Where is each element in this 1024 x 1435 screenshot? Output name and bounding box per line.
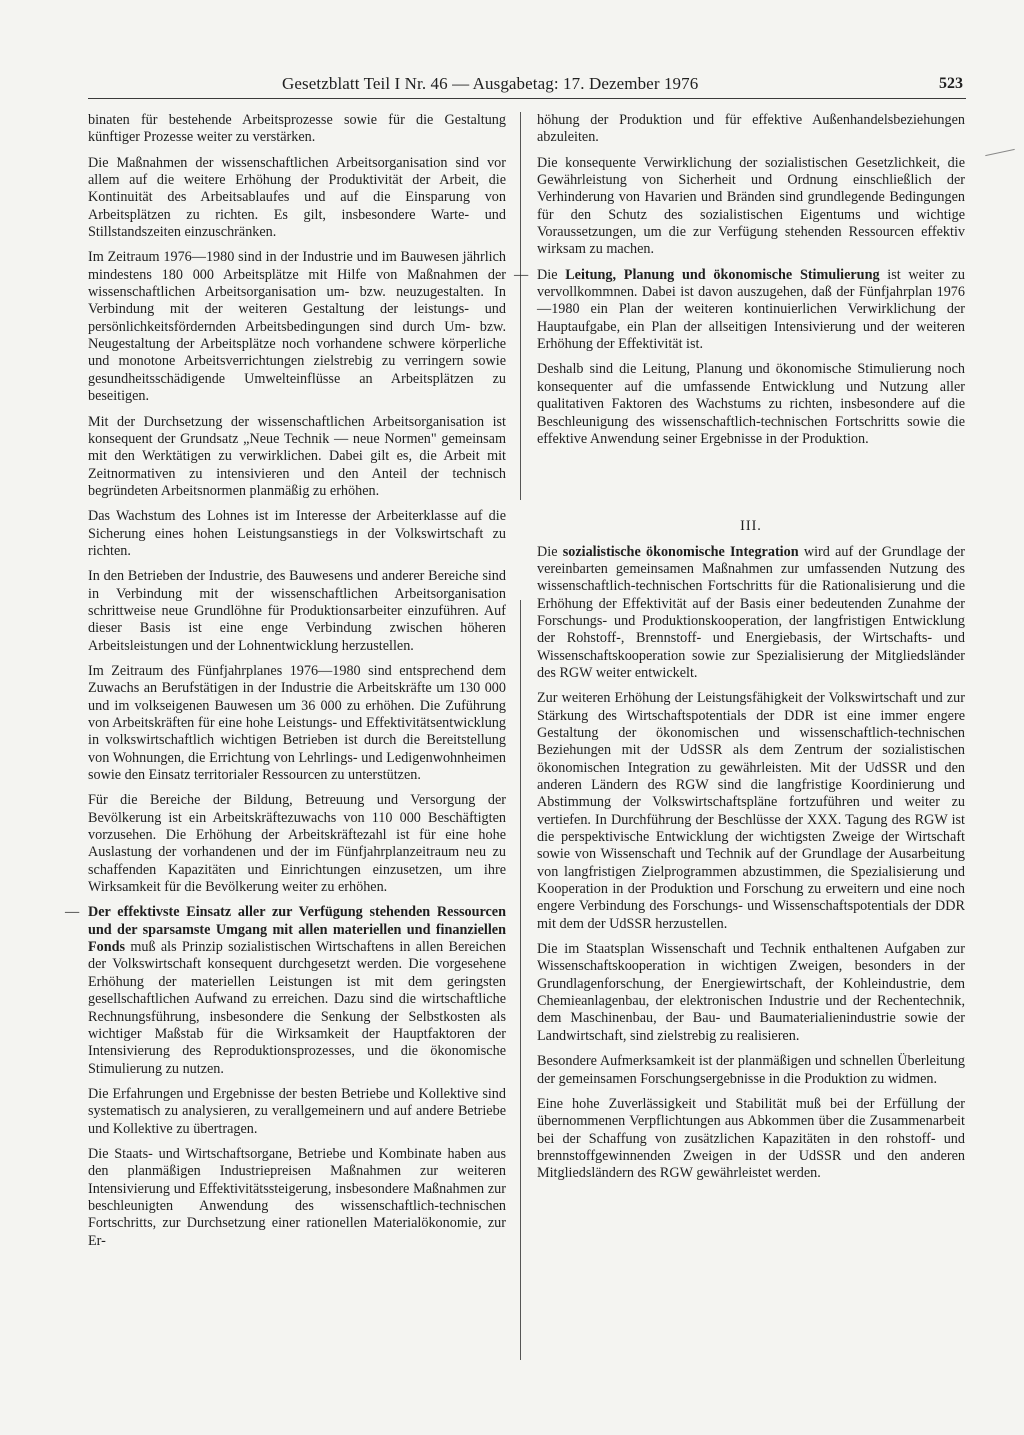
paragraph: In den Betrieben der Industrie, des Bauwesens und anderer Bereiche sind in Verbindung mit der wissenschaftlichen Arbeitsorganisation schrittweise neue Grundlöhne für Produktionsarbeiter einzuführen. Auf dieser Basis ist eine enge Verbindung zwischen höheren Arbeitsleistungen und der Lohnentwicklung herzustellen.: [88, 568, 506, 654]
emphasis-text: Leitung, Planung und ökonomische Stimulierung: [565, 266, 880, 283]
page-number: 523: [939, 75, 963, 92]
paragraph: Eine hohe Zuverlässigkeit und Stabilität muß bei der Erfüllung der übernommenen Verpflichtungen aus Abkommen über die Zusammenarbeit bei der Schaffung von zusätzlichen Kapazitäten in den rohstoff- und brennstoffgewinnenden Zweigen in der UdSSR und den anderen Mitgliedsländern des RGW gewährleistet werden.: [537, 1095, 965, 1182]
paragraph-text: ist weiter zu vervollkommnen. Dabei ist davon auszugehen, daß der Fünfjahrplan 1976—1980 ein Plan der weiteren kontinuierlichen Verwirklichung der Hauptaufgabe, ein Plan der allseitigen Intensivierung und der weiteren Erhöhung der Effektivität ist.: [537, 266, 965, 353]
bullet-dash: —: [65, 904, 80, 921]
bullet-dash: —: [514, 266, 529, 283]
paragraph: [537, 544, 965, 683]
paragraph-text: Die: [537, 543, 563, 560]
right-column: [514, 112, 965, 1191]
paragraph-text: Die: [537, 266, 566, 283]
bullet-paragraph: [65, 904, 506, 1077]
column-divider-bottom: [520, 600, 521, 1360]
paragraph-text: muß als Prinzip sozialistischen Wirtschaftens in allen Bereichen der Volkswirtschaft konsequent durchgesetzt werden. Die vorgesehene Erhöhung der materiellen Leistungen ist mit dem geringsten gesellschaftlichen Aufwand zu erreichen. Dazu sind die wirtschaftliche Rechnungsführung, insbesondere die Senkung der Selbstkosten als wichtiger Maßstab für die Wirksamkeit der Hauptfaktoren der Intensivierung des Reproduktionsprozesses, und die ökonomische Stimulierung zu nutzen.: [88, 939, 506, 1077]
bullet-paragraph: [514, 266, 965, 354]
left-column: [65, 112, 506, 1258]
paragraph: Die Staats- und Wirtschaftsorgane, Betriebe und Kombinate haben aus den planmäßigen Industriepreisen Maßnahmen zur weiteren Intensivierung und Effektivitätssteigerung, insbesondere Maßnahmen zur beschleunigten Anwendung des wissenschaftlich-technischen Fortschritts, zur Durchsetzung einer rationellen Materialökonomie, zur Er-: [88, 1145, 506, 1249]
paragraph: Die Maßnahmen der wissenschaftlichen Arbeitsorganisation sind vor allem auf die weitere Erhöhung der Produktivität der Arbeit, die Kontinuität des Arbeitsablaufes und auf die Einsparung von Arbeitsplätzen zu richten. Es gilt, insbesondere Warte- und Stillstandszeiten einzuschränken.: [88, 154, 506, 241]
paragraph: Für die Bereiche der Bildung, Betreuung und Versorgung der Bevölkerung ist ein Arbeitskräftezuwachs von 110 000 Beschäftigten vorzusehen. Die Erhöhung der Arbeitskräftezahl ist für eine hohe Auslastung der vorhandenen und der im Fünfjahrplanzeitraum neu zu schaffenden Kapazitäten und Einrichtungen einzusetzen, um ihre Wirksamkeit für die Bevölkerung weiter zu erhöhen.: [88, 792, 506, 896]
paragraph: Mit der Durchsetzung der wissenschaftlichen Arbeitsorganisation ist konsequent der Grundsatz „Neue Technik — neue Normen" gemeinsam mit den Werktätigen zu verwirklichen. Dabei gilt es, die Arbeit mit Zeitnormativen zu intensivieren und den Anteil der technisch begründeten Arbeitsnormen planmäßig zu erhöhen.: [88, 413, 506, 499]
paragraph: Zur weiteren Erhöhung der Leistungsfähigkeit der Volkswirtschaft und zur Stärkung des Wirtschaftspotentials der DDR ist eine immer engere Gestaltung der ökonomischen und wissenschaftlich-technischen Beziehungen mit der UdSSR als dem Zentrum der sozialistischen ökonomischen Integration zu gewährleisten. Mit der UdSSR und den anderen Ländern des RGW sind die langfristige Koordinierung und Abstimmung der Volkswirtschaftspläne fortzuführen und weiter zu vertiefen. In Durchführung der Beschlüsse der XXX. Tagung des RGW ist die perspektivische Entwicklung der wichtigsten Zweige der Wirtschaft sowie von Wissenschaft und Technik auf der Grundlage der Ausarbeitung von langfristigen Zielprogrammen abzustimmen, die Spezialisierung und Kooperation in der Produktion und Forschung zu erweitern und eine noch engere Verbindung des Forschungs- und Wissenschaftspotentials der DDR mit dem der UdSSR herzustellen.: [537, 690, 965, 932]
paragraph: Deshalb sind die Leitung, Planung und ökonomische Stimulierung noch konsequenter auf die umfassende Entwicklung und Nutzung aller qualitativen Faktoren des Wachstums zu richten, insbesondere auf die Beschleunigung des wissenschaftlich-technischen Fortschritts sowie die effektive Anwendung seiner Ergebnisse in der Produktion.: [537, 361, 965, 447]
paragraph: Besondere Aufmerksamkeit ist der planmäßigen und schnellen Überleitung der gemeinsamen Forschungsergebnisse in die Produktion zu widmen.: [537, 1053, 965, 1087]
column-divider-top: [520, 112, 521, 500]
paragraph-text: wird auf der Grundlage der vereinbarten gemeinsamen Maßnahmen zur umfassenden Nutzung des wissenschaftlich-technischen Fortschritts für die Rationalisierung und die Erhöhung der Effektivität auf der Basis einer bedeutenden Zunahme der Forschungs- und Produktionskooperation, der langfristigen Entwicklung der Rohstoff-, Brennstoff- und Energiebasis, der Wirtschafts- und Wissenschaftskooperation sowie zur Spezialisierung der Mitgliedsländer des RGW weiter entwickelt.: [537, 543, 965, 681]
margin-pen-mark: [985, 149, 1015, 156]
header-title: Gesetzblatt Teil I Nr. 46 — Ausgabetag: 17. Dezember 1976: [282, 74, 699, 93]
paragraph: Im Zeitraum des Fünfjahrplanes 1976—1980 sind entsprechend dem Zuwachs an Berufstätigen in der Industrie die Arbeitskräfte um 130 000 und im volkseigenen Bauwesen um 36 000 zu erhöhen. Die Zuführung von Arbeitskräften für eine hohe Leistungs- und Effektivitätsentwicklung in volkswirtschaftlich wichtigen Betrieben ist durch die Bereitstellung von Wohnungen, die Errichtung von Lehrlings- und Ledigenwohnheimen sowie den Einsatz territorialer Ressourcen zu unterstützen.: [88, 662, 506, 784]
section-spacer: [537, 456, 965, 518]
emphasis-text: sozialistische ökonomische Integration: [562, 543, 799, 560]
emphasis-text: Der effektivste Einsatz aller zur Verfügung stehenden Ressourcen und der sparsamste Umgang mit allen materiellen und finanziellen Fonds: [88, 904, 506, 956]
paragraph: binaten für bestehende Arbeitsprozesse sowie für die Gestaltung künftiger Prozesse weiter zu verstärken.: [88, 112, 506, 146]
paragraph: Die Erfahrungen und Ergebnisse der besten Betriebe und Kollektive sind systematisch zu analysieren, zu verallgemeinern und auf andere Betriebe und Kollektive zu übertragen.: [88, 1085, 506, 1137]
paragraph: Das Wachstum des Lohnes ist im Interesse der Arbeiterklasse auf die Sicherung eines hohen Leistungsanstiegs in der Volkswirtschaft zu richten.: [88, 508, 506, 559]
section-heading: III.: [740, 518, 762, 535]
paragraph: höhung der Produktion und für effektive Außenhandelsbeziehungen abzuleiten.: [537, 112, 965, 146]
header-rule: [88, 98, 966, 99]
paragraph: Die im Staatsplan Wissenschaft und Technik enthaltenen Aufgaben zur Wissenschaftskooperation in wichtigen Zweigen, besonders in der Grundlagenforschung, der Energiewirtschaft, der Kohleindustrie, dem Chemieanlagenbau, der elektronischen Industrie und der Rechentechnik, dem Maschinenbau, der Bau- und Baumaterialienindustrie sowie der Landwirtschaft, sind zielstrebig zu realisieren.: [537, 941, 965, 1044]
page-header: [0, 74, 1024, 98]
paragraph: Im Zeitraum 1976—1980 sind in der Industrie und im Bauwesen jährlich mindestens 180 000 Arbeitsplätze mit Hilfe von Maßnahmen der wissenschaftlichen Arbeitsorganisation um- bzw. neuzugestalten. In Verbindung mit der weiteren Gestaltung der leistungs- und persönlichkeitsfördernden Arbeitsbedingungen sind durch Um- bzw. Neugestaltung der Arbeitsplätze noch vorhandene schwere körperliche und monotone Arbeitsverrichtungen zielstrebig zu verringern sowie gesundheitsschädigende Umwelteinflüsse an Arbeitsplätzen zu beseitigen.: [88, 249, 506, 405]
paragraph: Die konsequente Verwirklichung der sozialistischen Gesetzlichkeit, die Gewährleistung von Sicherheit und Ordnung einschließlich der Verhinderung von Havarien und Bränden sind grundlegende Bedingungen für den Schutz des sozialistischen Eigentums und wichtige Voraussetzungen, um die zur Verfügung stehenden Ressourcen effektiv wirksam zu machen.: [537, 154, 965, 258]
